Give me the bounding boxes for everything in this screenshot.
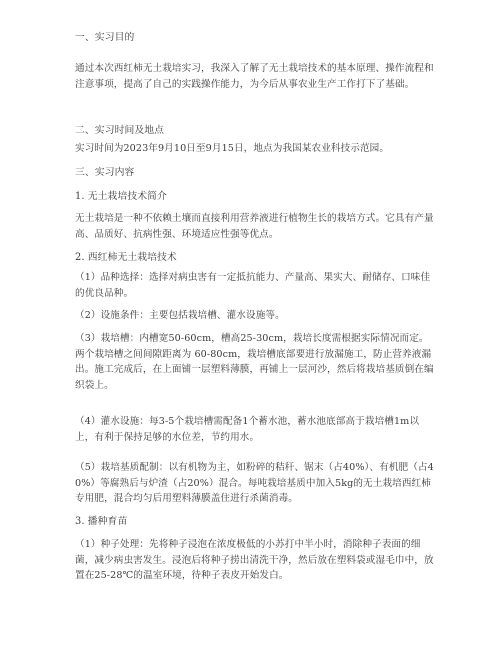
paragraph-variety: （1）品种选择：选择对病虫害有一定抵抗能力、产量高、果实大、耐储存、口味佳的优良品种。 xyxy=(75,272,431,299)
subheading-sowing: 3. 播种育苗 xyxy=(75,516,128,527)
paragraph-intro: 无土栽培是一种不依赖土壤而直接利用营养液进行植物生长的栽培方式。它具有产量高、品质好、抗病性强、环境适应性强等优点。 xyxy=(75,213,434,240)
paragraph-irrigation: （4）灌水设施：每3-5个栽培槽需配备1个蓄水池，蓄水池底部高于栽培槽1m以上，有利于保持足够的水位差，节约用水。 xyxy=(75,416,420,443)
subheading-intro: 1. 无土栽培技术简介 xyxy=(75,191,167,202)
paragraph-purpose: 通过本次西红柿无土栽培实习，我深入了解了无土栽培技术的基本原理、操作流程和注意事项，提高了自己的实践操作能力，为今后从事农业生产工作打下了基础。 xyxy=(75,63,434,90)
paragraph-facilities: （2）设施条件：主要包括栽培槽、灌水设施等。 xyxy=(75,310,285,321)
section-heading-time-place: 二、实习时间及地点 xyxy=(75,125,165,136)
section-heading-content: 三、实习内容 xyxy=(75,167,135,178)
paragraph-trough: （3）栽培槽：内槽宽50-60cm，槽高25-30cm，栽培长度需根据实际情况而定。两个栽培槽之间间隙距离为 60-80cm，栽培槽底部要进行放漏施工，防止营养液漏出。施工完成后，在上面铺一层塑料薄膜，再铺上一层河沙，然后将栽培基质倒在编织袋上。 xyxy=(75,333,434,391)
paragraph-seed-treatment: （1）种子处理：先将种子浸泡在浓度极低的小苏打中半小时，消除种子表面的细菌，减少病虫害发生。浸泡后将种子捞出清洗干净，然后放在塑料袋或湿毛巾中，放置在25-28℃的温室环境，待种子表皮开始发白。 xyxy=(75,539,434,581)
section-heading-purpose: 一、实习目的 xyxy=(75,32,135,43)
paragraph-time-place: 实习时间为2023年9月10日至9月15日，地点为我国某农业科技示范园。 xyxy=(75,143,390,154)
subheading-technique: 2. 西红柿无土栽培技术 xyxy=(75,252,177,263)
paragraph-substrate: （5）栽培基质配制：以有机物为主，如粉碎的秸秆、锯末（占40%）、有机肥（占40%）等腐熟后与炉渣（占20%）混合。每吨栽培基质中加入5kg的无土栽培西红柿专用肥，混合均匀后用塑料薄膜盖住进行杀菌消毒。 xyxy=(75,462,434,504)
